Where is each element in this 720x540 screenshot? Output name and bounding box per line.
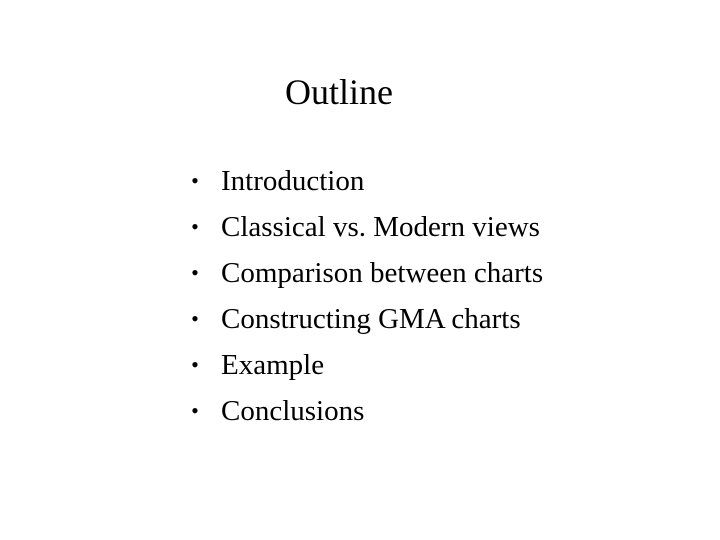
bullet-icon: •: [191, 260, 199, 285]
bullet-icon: •: [191, 398, 199, 423]
outline-item-label: Classical vs. Modern views: [221, 211, 540, 243]
outline-item-label: Introduction: [221, 165, 365, 197]
bullet-icon: •: [191, 168, 199, 193]
bullet-icon: •: [191, 306, 199, 331]
slide-title: Outline: [285, 72, 393, 112]
bullet-icon: •: [191, 352, 199, 377]
outline-item-label: Conclusions: [221, 395, 365, 427]
outline-item-label: Constructing GMA charts: [221, 303, 521, 335]
outline-item-label: Example: [221, 349, 325, 381]
bullet-icon: •: [191, 214, 199, 239]
outline-item-label: Comparison between charts: [221, 257, 544, 289]
